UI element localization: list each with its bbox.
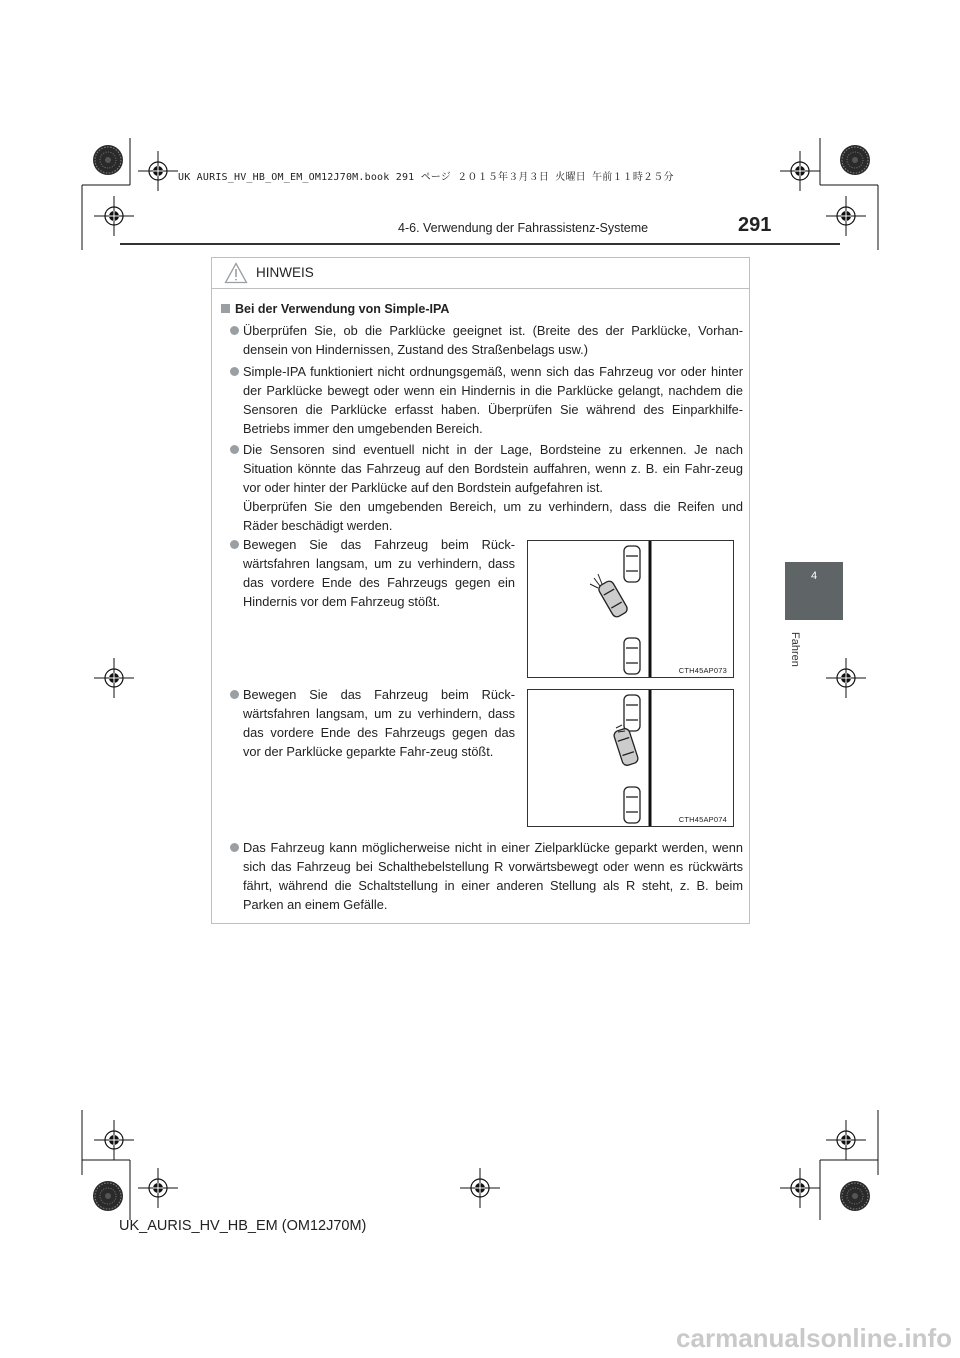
watermark-text: carmanualsonline.info (676, 1323, 952, 1353)
figure-code: CTH45AP074 (678, 815, 727, 824)
warning-triangle-icon (224, 262, 248, 284)
page-number: 291 (738, 214, 772, 236)
chapter-number: 4 (810, 570, 818, 582)
notice-header (212, 258, 749, 289)
book-file-info: UK AURIS_HV_HB_OM_EM_OM12J70M.book 291 ページ ２０１５年３月３日 火曜日 午前１１時２５分 (178, 172, 674, 183)
bullet-dot-icon (230, 326, 239, 335)
section-title: 4-6. Verwendung der Fahrassistenz-Systeme (398, 221, 649, 235)
notice-bullet: Bewegen Sie das Fahrzeug beim Rück-wärtsfahren langsam, um zu verhindern, dass das vordere Ende des Fahrzeugs gegen ein Hindernis vor dem Fahrzeug stößt. (243, 535, 515, 611)
notice-bullet: Das Fahrzeug kann möglicherweise nicht in einer Zielparklücke geparkt werden, wenn sich das Fahrzeug bei Schalthebelstellung R vorwärtsbewegt oder wenn es rückwärts fährt, während die Schaltstellung in einer anderen Stellung als R steht, z. B. beim Parken an einem Gefälle. (243, 838, 743, 914)
chapter-tab[interactable] (785, 562, 843, 620)
bullet-dot-icon (230, 690, 239, 699)
figure-code: CTH45AP073 (678, 666, 727, 675)
watermark (0, 1318, 960, 1358)
square-bullet-icon (221, 304, 230, 313)
parking-illustration (528, 541, 733, 677)
notice-bullet: Bewegen Sie das Fahrzeug beim Rück-wärtsfahren langsam, um zu verhindern, dass das vordere Ende des Fahrzeugs gegen das vor der Parklücke geparkte Fahr-zeug stößt. (243, 685, 515, 761)
notice-subheading: Bei der Verwendung von Simple-IPA (221, 302, 449, 316)
notice-title: HINWEIS (256, 265, 314, 280)
parking-figure-1 (527, 540, 734, 678)
bullet-dot-icon (230, 540, 239, 549)
notice-bullet: Simple-IPA funktioniert nicht ordnungsgemäß, wenn sich das Fahrzeug vor oder hinter der Parklücke bewegt oder wenn ein Hindernis in die Parklücke gelangt, nachdem die Sensoren die Parklücke erfasst haben. Überprüfen Sie während des Einparkhilfe-Betriebs immer den umgebenden Bereich. (243, 362, 743, 438)
bullet-dot-icon (230, 445, 239, 454)
notice-bullet: Überprüfen Sie, ob die Parklücke geeignet ist. (Breite des der Parklücke, Vorhan-densein von Hindernissen, Zustand des Straßenbelags usw.) (243, 321, 743, 359)
bullet-dot-icon (230, 367, 239, 376)
chapter-label: Fahren (789, 632, 801, 667)
parking-illustration (528, 690, 733, 826)
bullet-dot-icon (230, 843, 239, 852)
footer-model-code: UK_AURIS_HV_HB_EM (OM12J70M) (119, 1218, 367, 1234)
header-rule (120, 243, 840, 245)
notice-bullet: Die Sensoren sind eventuell nicht in der Lage, Bordsteine zu erkennen. Je nach Situation könnte das Fahrzeug auf den Bordstein auffahren, wenn z. B. ein Fahr-zeug vor oder hinter der Parklücke auf den Bordstein aufgefahren ist. Überprüfen Sie den umgebenden Bereich, um zu verhindern, dass die Reifen und Räder beschädigt werden. (243, 440, 743, 535)
notice-box (211, 257, 750, 924)
parking-figure-2 (527, 689, 734, 827)
